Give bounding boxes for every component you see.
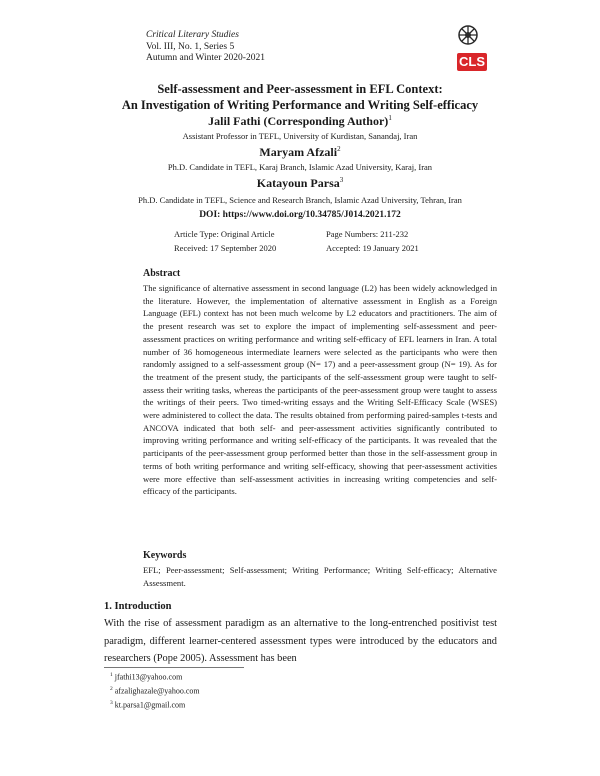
title-line-1: Self-assessment and Peer-assessment in EFL Context: bbox=[157, 82, 443, 96]
footnote-email[interactable]: afzalighazale@yahoo.com bbox=[114, 686, 200, 696]
author-1-affiliation: Assistant Professor in TEFL, University of Kurdistan, Sanandaj, Iran bbox=[182, 131, 418, 141]
title-line-2: An Investigation of Writing Performance and Writing Self-efficacy bbox=[121, 98, 479, 112]
footnote-ref: 1 bbox=[110, 672, 113, 678]
footnote-email[interactable]: jfathi13@yahoo.com bbox=[114, 672, 183, 682]
journal-volume: Vol. III, No. 1, Series 5 bbox=[146, 41, 235, 52]
author-3-affiliation: Ph.D. Candidate in TEFL, Science and Research Branch, Islamic Azad University, Tehran, Iran bbox=[138, 195, 462, 205]
logo-badge: CLS bbox=[459, 54, 485, 69]
received-date: Received: 17 September 2020 bbox=[174, 243, 277, 253]
journal-logo bbox=[455, 24, 489, 71]
author-name: Maryam Afzali bbox=[259, 145, 338, 159]
article-type: Article Type: Original Article bbox=[174, 229, 275, 239]
accepted-date: Accepted: 19 January 2021 bbox=[326, 243, 419, 253]
journal-info bbox=[146, 30, 265, 65]
footnote-divider bbox=[104, 667, 244, 668]
author-2-affiliation: Ph.D. Candidate in TEFL, Karaj Branch, Islamic Azad University, Karaj, Iran bbox=[167, 162, 433, 172]
footnote-ref: 2 bbox=[110, 686, 113, 692]
author-footnote-ref: 3 bbox=[339, 176, 344, 184]
journal-name: Critical Literary Studies bbox=[146, 30, 239, 40]
footnote-3 bbox=[110, 700, 185, 710]
page-numbers: Page Numbers: 211-232 bbox=[326, 229, 409, 239]
introduction-heading: 1. Introduction bbox=[104, 601, 172, 612]
footnote-2 bbox=[110, 686, 200, 696]
author-name: Katayoun Parsa bbox=[256, 176, 340, 190]
author-name: Jalil Fathi (Corresponding Author) bbox=[208, 114, 389, 128]
keywords-text: EFL; Peer-assessment; Self-assessment; Writing Performance; Writing Self-efficacy; Alternative Assessment. bbox=[143, 565, 497, 588]
doi-link[interactable]: DOI: https://www.doi.org/10.34785/J014.2021.172 bbox=[199, 210, 401, 220]
author-2 bbox=[0, 145, 600, 160]
paper-title bbox=[0, 81, 600, 113]
author-1 bbox=[0, 114, 600, 129]
author-footnote-ref: 1 bbox=[388, 114, 392, 122]
author-footnote-ref: 2 bbox=[337, 145, 341, 153]
logo-emblem-icon bbox=[455, 24, 481, 46]
keywords-heading: Keywords bbox=[143, 550, 187, 561]
footnote-1 bbox=[110, 672, 182, 682]
footnote-ref: 3 bbox=[110, 700, 113, 706]
footnote-email[interactable]: kt.parsa1@gmail.com bbox=[114, 700, 186, 710]
author-3 bbox=[0, 176, 600, 191]
introduction-text: With the rise of assessment paradigm as an alternative to the long-entrenched positivist test paradigm, different learner-centered assessment types were introduced by the educators and researchers (Pope 2005). Assessment has been bbox=[104, 618, 497, 664]
abstract-text: The significance of alternative assessment in second language (L2) has been widely acknowledged in the literature. However, the implementation of alternative assessment in English as a Foreign Language (EFL) context has not been much welcome by L2 educators and practitioners. The aim of the present research was set to explore the impact of implementing self-assessment and peer-assessment practices on writing performance and writing self-efficacy of EFL learners in Iran. A total number of 36 homogeneous intermediate learners were selected as the participants who were then randomly assigned to a self-assessment group (N= 17) and a peer-assessment group (N= 19). As for the treatment of the present study, the participants of the self-assessment group were taught to self-assess their writing tasks, whereas the participants of the peer-assessment group were taught to assess the writings of their peers. Two timed-writing essays and the Writing Self-Efficacy Scale (WSES) were administered to collect the data. The results obtained from performing paired-samples t-tests and ANCOVA indicated that both self- and peer-assessment activities significantly contributed to improving writing performance and writing self-efficacy of the participants. It was revealed that the participants of the peer-assessment group performed better than those in the self-assessment group in terms of both writing performance and writing self-efficacy, showing that peer-assessment activities were more effective than self-assessment activities in increasing writing competencies and self-efficacy of the participants. bbox=[143, 283, 497, 497]
abstract-heading: Abstract bbox=[143, 268, 181, 279]
journal-issue: Autumn and Winter 2020-2021 bbox=[146, 53, 265, 63]
